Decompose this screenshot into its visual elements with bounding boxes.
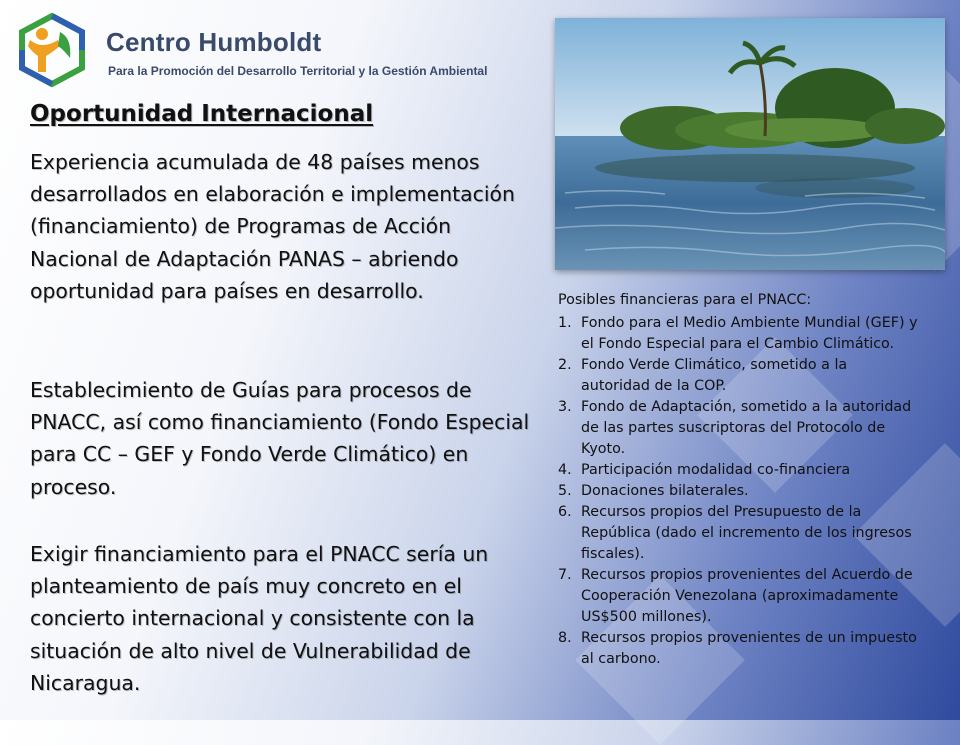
list-item-text: Recursos propios del Presupuesto de la República (dado el incremento de los ingresos fiscales). — [581, 504, 912, 562]
list-item-text: Recursos propios provenientes del Acuerdo de Cooperación Venezolana (aproximadamente US$500 millones). — [581, 567, 913, 625]
list-item-number: 8. — [558, 630, 572, 646]
list-item — [558, 460, 918, 481]
lake-island-photo — [555, 18, 945, 270]
list-item-text: Recursos propios provenientes de un impuesto al carbono. — [581, 630, 917, 667]
list-item-number: 3. — [558, 399, 572, 415]
list-item-text: Participación modalidad co-financiera — [581, 462, 851, 478]
logo-subtitle: Para la Promoción del Desarrollo Territorial y la Gestión Ambiental — [108, 64, 488, 78]
list-item — [558, 565, 918, 628]
list-item — [558, 628, 918, 670]
centro-humboldt-logo — [12, 10, 488, 90]
logo-title: Centro Humboldt — [106, 27, 322, 57]
paragraph-guias: Establecimiento de Guías para procesos de PNACC, así como financiamiento (Fondo Especial para CC – GEF y Fondo Verde Climático) en proceso. — [30, 378, 530, 499]
paragraph-experiencia: Experiencia acumulada de 48 países menos desarrollados en elaboración e implementación (financiamiento) de Programas de Acción Nacional de Adaptación PANAS – abriendo oportunidad para países en desarrollo. — [30, 150, 515, 303]
list-item-text: Fondo de Adaptación, sometido a la autoridad de las partes suscriptoras del Protocolo de Kyoto. — [581, 399, 912, 457]
logo-mark-icon — [12, 10, 92, 90]
page-title: Oportunidad Internacional — [30, 101, 374, 127]
list-item-text: Fondo Verde Climático, sometido a la autoridad de la COP. — [581, 357, 848, 394]
list-item-number: 5. — [558, 483, 572, 499]
list-item-number: 1. — [558, 315, 572, 331]
list-item — [558, 355, 918, 397]
list-item-number: 2. — [558, 357, 572, 373]
list-item-number: 6. — [558, 504, 572, 520]
list-item-text: Fondo para el Medio Ambiente Mundial (GEF) y el Fondo Especial para el Cambio Climático. — [581, 315, 918, 352]
list-item-number: 7. — [558, 567, 572, 583]
list-item — [558, 502, 918, 565]
paragraph-financiamiento: Exigir financiamiento para el PNACC sería un planteamiento de país muy concreto en el concierto internacional y consistente con la situación de alto nivel de Vulnerabilidad de Nicaragua. — [30, 542, 489, 695]
financieras-list-title: Posibles financieras para el PNACC: — [558, 292, 812, 308]
financieras-list — [558, 313, 918, 670]
list-item-number: 4. — [558, 462, 572, 478]
list-item-text: Donaciones bilaterales. — [581, 483, 749, 499]
list-item — [558, 397, 918, 460]
lake-island-image — [555, 18, 945, 270]
financieras-list-panel — [558, 290, 918, 670]
list-item — [558, 481, 918, 502]
list-item — [558, 313, 918, 355]
